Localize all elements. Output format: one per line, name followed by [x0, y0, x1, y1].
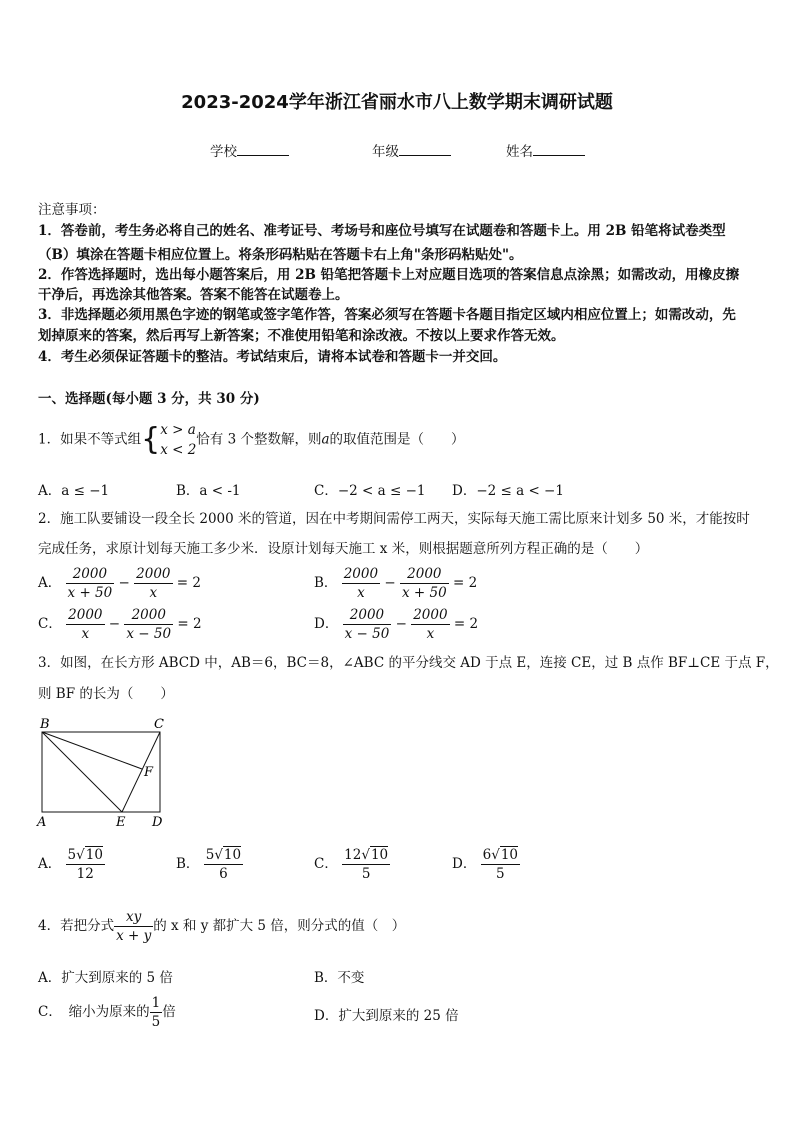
- notice-line: 3．非选择题必须用黑色字迹的钢笔或签字笔作答，答案必须写在答题卡各题目指定区域内相应位置上；如需改动，先: [38, 307, 736, 323]
- option-label: B．: [176, 856, 200, 872]
- label-c: C: [154, 717, 164, 732]
- q2-option-d: D． $\frac{2000}{x - 50}$ − $\frac{2000}{x}$ = 2: [314, 607, 479, 642]
- segment-bf: [42, 732, 142, 769]
- notice-heading: 注意事项：: [38, 202, 106, 218]
- segment-ce: [122, 732, 160, 812]
- q4-prefix: 4．若把分式: [38, 918, 115, 934]
- q3-option-a: [38, 846, 105, 883]
- notice-line: （B）填涂在答题卡相应位置上。将条形码粘贴在答题卡右上角"条形码粘贴处"。: [38, 247, 523, 263]
- label-f: F: [144, 765, 154, 780]
- fraction: $\frac{5√10}{12}$: [67, 847, 103, 882]
- denominator: 6: [219, 866, 228, 882]
- denominator: 5: [151, 1014, 161, 1030]
- option-label: D．: [452, 856, 477, 872]
- school-blank: [237, 143, 289, 156]
- numerator: 2000: [413, 607, 448, 623]
- fraction: [400, 565, 449, 602]
- q2-line: 完成任务，求原计划每天施工多少米．设原计划每天施工 x 米，则根据题意所列方程正确的是（ ）: [38, 541, 649, 557]
- label-e: E: [116, 815, 126, 830]
- denominator: x + y: [116, 928, 152, 944]
- question-1: [38, 420, 465, 460]
- q4-option-c: [38, 994, 176, 1031]
- numerator: 2000: [400, 565, 449, 584]
- numerator: 2000: [343, 606, 392, 625]
- fraction: $\frac{5√10}{6}$: [205, 847, 242, 882]
- grade-blank: [399, 143, 451, 156]
- rhs: = 2: [452, 575, 478, 591]
- fraction: $\frac{12√10}{5}$: [344, 847, 389, 882]
- numerator: 1: [151, 995, 161, 1011]
- segment-be: [42, 732, 122, 812]
- option-label: B．: [314, 575, 338, 591]
- numerator: 2000: [68, 607, 103, 623]
- fraction: [150, 994, 163, 1031]
- q3-option-b: [176, 846, 243, 883]
- notice-line: 划掉原来的答案，然后再写上新答案；不准使用铅笔和涂改液。不按以上要求作答无效。: [38, 328, 565, 344]
- option-label: C．: [314, 856, 338, 872]
- inequality-1: x > a: [160, 422, 196, 438]
- name-field: [506, 140, 585, 160]
- denominator: x: [149, 585, 158, 601]
- denominator: x + 50: [67, 585, 113, 601]
- fraction: [342, 565, 380, 602]
- q1-option-a: A．a ≤ −1: [38, 483, 110, 499]
- q2-line: 2．施工队要铺设一段全长 2000 米的管道，因在中考期间需停工两天，实际每天施工需比原来计划多 50 米，才能按时: [38, 511, 750, 527]
- q2-option-c: C． $\frac{2000}{x}$ − $\frac{2000}{x - 50}$ = 2: [38, 607, 202, 642]
- option-label: A．: [38, 575, 62, 591]
- radicand: 10: [223, 847, 242, 863]
- label-a: A: [37, 815, 47, 830]
- numerator: 2000: [136, 566, 171, 582]
- denominator: x: [357, 585, 365, 601]
- denominator: x: [81, 626, 90, 642]
- denominator: 5: [496, 866, 505, 882]
- fraction: [411, 606, 449, 643]
- q3-line: 则 BF 的长为（ ）: [38, 686, 174, 702]
- notice-line: 4．考生必须保证答题卡的整洁。考试结束后，请将本试卷和答题卡一并交回。: [38, 349, 507, 365]
- q3-option-c: [314, 846, 390, 883]
- q3-line: 3．如图，在长方形 ABCD 中，AB＝6，BC＝8，∠ABC 的平分线交 AD 于点 E，连接 CE，过 B 点作 BF⊥CE 于点 F，: [38, 655, 779, 671]
- denominator: x + 50: [401, 585, 447, 601]
- q1-option-c: C．−2 < a ≤ −1: [314, 483, 426, 499]
- coefficient: 6: [482, 847, 492, 863]
- q1-option-d: D．−2 ≤ a < −1: [452, 483, 564, 499]
- numerator: 2000: [124, 606, 173, 625]
- q4-option-b: B．不变: [314, 970, 365, 986]
- q1-option-b: B．a < -1: [176, 483, 241, 499]
- denominator: x − 50: [126, 626, 172, 642]
- option-label: C．: [38, 616, 62, 632]
- q1-suffix2: 的取值范围是（ ）: [329, 431, 465, 448]
- option-text: C． 缩小为原来的: [38, 1004, 150, 1020]
- radicand: 10: [500, 847, 519, 863]
- numerator: xy: [114, 908, 153, 927]
- notice-line: 1．答卷前，考生务必将自己的姓名、准考证号、考场号和座位号填写在试题卷和答题卡上。用 2B 铅笔将试卷类型: [38, 223, 726, 239]
- school-field: [210, 140, 289, 160]
- numerator: 2000: [343, 566, 379, 582]
- q1-prefix: 1．如果不等式组: [38, 431, 142, 448]
- rhs: = 2: [453, 616, 479, 632]
- option-text: 倍: [162, 1004, 176, 1020]
- fraction: [343, 606, 392, 643]
- rectangle-figure: [32, 712, 172, 832]
- radicand: 10: [85, 847, 103, 863]
- rect-abcd: [42, 732, 160, 812]
- label-b: B: [40, 717, 50, 732]
- fraction: [66, 606, 104, 643]
- denominator: 12: [76, 866, 94, 882]
- notice-line: 干净后，再选涂其他答案。答案不能答在试题卷上。: [38, 287, 349, 303]
- option-label: D．: [314, 616, 339, 632]
- denominator: x − 50: [344, 626, 390, 642]
- fraction: [134, 565, 172, 602]
- grade-field: [372, 140, 451, 160]
- page-title: 2023-2024学年浙江省丽水市八上数学期末调研试题: [181, 92, 613, 113]
- denominator: 5: [361, 866, 371, 882]
- fraction: [124, 606, 173, 643]
- rhs: = 2: [177, 616, 202, 632]
- q2-option-b: B． $\frac{2000}{x}$ − $\frac{2000}{x + 50}$ = 2: [314, 566, 478, 601]
- q4-option-d: D．扩大到原来的 25 倍: [314, 1008, 459, 1024]
- coefficient: 12: [344, 847, 362, 863]
- q3-option-d: [452, 846, 520, 883]
- q1-suffix: 恰有 3 个整数解，则: [196, 431, 322, 448]
- label-d: D: [152, 815, 163, 830]
- fraction: [66, 565, 115, 602]
- notice-line: 2．作答选择题时，选出每小题答案后，用 2B 铅笔把答题卡上对应题目选项的答案信息点涂黑；如需改动，用橡皮擦: [38, 267, 740, 283]
- denominator: x: [426, 626, 435, 642]
- inequality-2: x < 2: [160, 442, 197, 458]
- q4-suffix: 的 x 和 y 都扩大 5 倍，则分式的值（ ）: [153, 918, 406, 934]
- option-label: A．: [38, 856, 62, 872]
- question-4: [38, 908, 405, 945]
- section-heading: 一、选择题(每小题 3 分，共 30 分): [38, 391, 260, 407]
- rhs: = 2: [176, 575, 201, 591]
- brace-icon: {: [141, 422, 161, 457]
- fraction: [114, 908, 153, 945]
- school-label: 学校: [210, 144, 237, 160]
- q4-option-a: A．扩大到原来的 5 倍: [38, 970, 173, 986]
- coefficient: 5: [205, 847, 215, 863]
- grade-label: 年级: [372, 144, 399, 160]
- radicand: 10: [370, 847, 389, 863]
- name-blank: [533, 143, 585, 156]
- name-label: 姓名: [506, 144, 533, 160]
- fraction: $\frac{6√10}{5}$: [482, 847, 519, 882]
- q1-variable: a: [321, 431, 330, 448]
- inequality-system: [160, 420, 196, 460]
- numerator: 2000: [66, 565, 115, 584]
- q2-option-a: A． $\frac{2000}{x + 50}$ − $\frac{2000}{x}$ = 2: [38, 566, 201, 601]
- coefficient: 5: [67, 847, 77, 863]
